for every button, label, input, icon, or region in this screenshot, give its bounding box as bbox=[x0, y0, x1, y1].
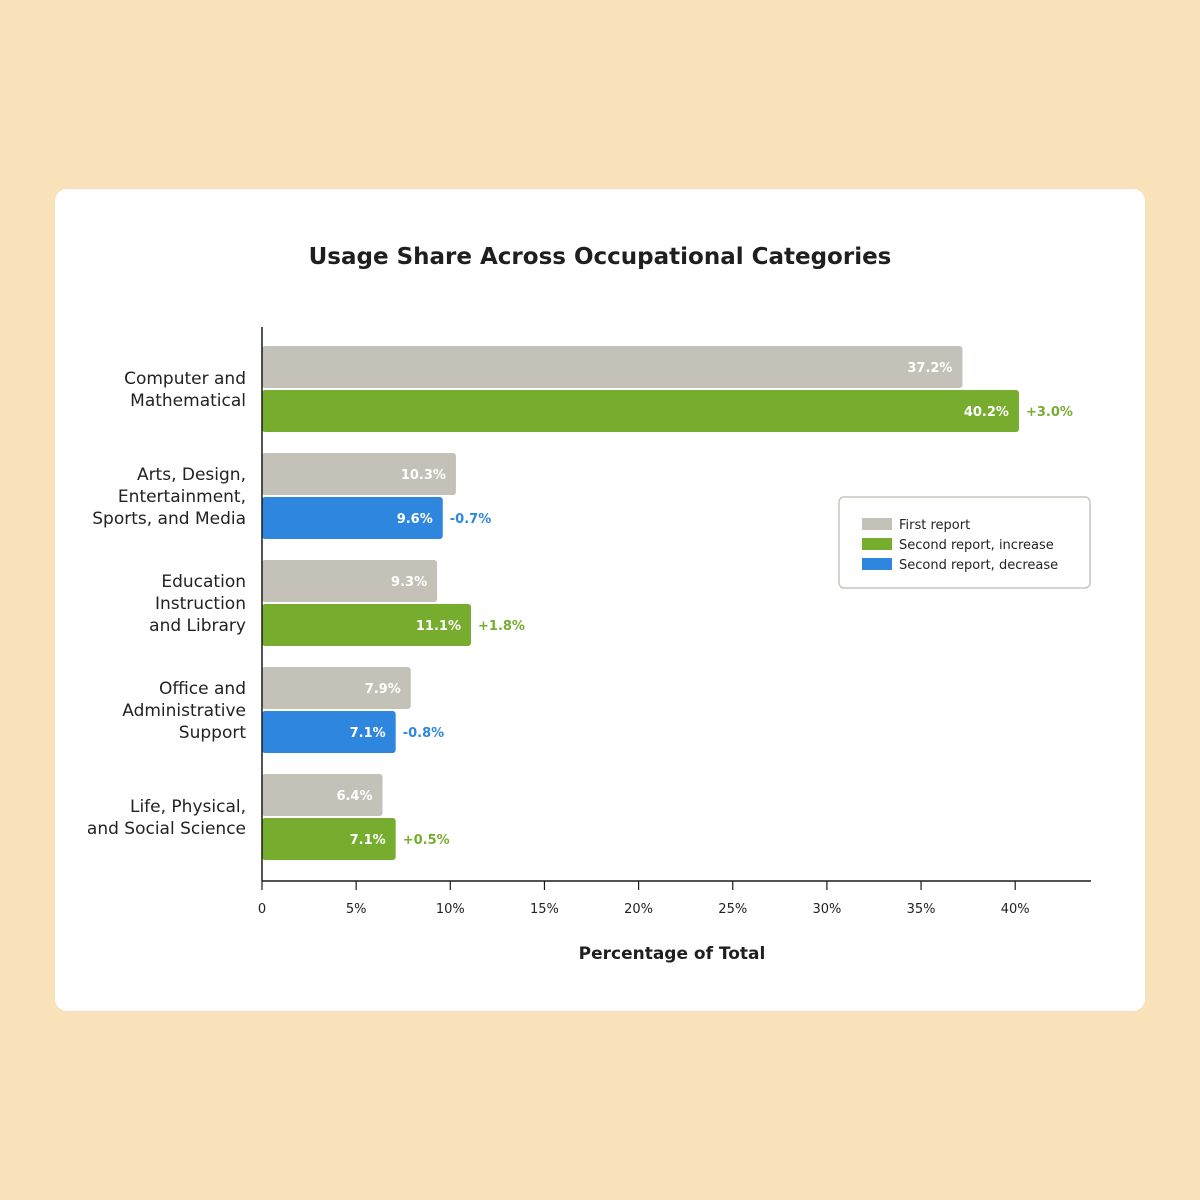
x-tick-label: 0 bbox=[257, 902, 267, 917]
x-tick-label: 40% bbox=[1000, 902, 1030, 917]
category-label: Life, Physical, and Social Science bbox=[86, 797, 246, 839]
x-tick-label: 25% bbox=[718, 902, 748, 917]
data-label-first-report: 37.2% bbox=[907, 361, 953, 376]
data-label-first-report: 9.3% bbox=[391, 575, 428, 590]
x-tick-label: 15% bbox=[529, 902, 559, 917]
data-label-first-report: 10.3% bbox=[400, 468, 446, 483]
category-label: Computer and Mathematical bbox=[124, 369, 246, 411]
legend-swatch bbox=[862, 518, 892, 530]
change-label: +1.8% bbox=[478, 619, 525, 634]
x-tick-label: 35% bbox=[906, 902, 936, 917]
change-label: +3.0% bbox=[1025, 405, 1073, 420]
legend bbox=[839, 497, 1090, 588]
category-label: Education Instruction and Library bbox=[149, 572, 246, 636]
x-tick-label: 10% bbox=[435, 902, 465, 917]
data-label-second-report: 7.1% bbox=[349, 833, 386, 848]
bar-second-report-increase bbox=[262, 390, 1019, 432]
category-label: Arts, Design, Entertainment, Sports, and Media bbox=[92, 465, 246, 529]
legend-swatch bbox=[862, 558, 892, 570]
change-label: -0.8% bbox=[402, 726, 445, 741]
x-tick-label: 30% bbox=[812, 902, 842, 917]
legend-swatch bbox=[862, 538, 892, 550]
change-label: -0.7% bbox=[449, 512, 492, 527]
category-label: Office and Administrative Support bbox=[122, 679, 246, 743]
change-label: +0.5% bbox=[402, 833, 450, 848]
legend-entry: First report bbox=[899, 518, 971, 533]
data-label-second-report: 40.2% bbox=[963, 405, 1009, 420]
data-label-first-report: 7.9% bbox=[364, 682, 401, 697]
data-label-second-report: 7.1% bbox=[349, 726, 386, 741]
data-label-second-report: 11.1% bbox=[415, 619, 462, 634]
x-tick-label: 20% bbox=[624, 902, 654, 917]
data-label-first-report: 6.4% bbox=[336, 789, 373, 804]
legend-entry: Second report, decrease bbox=[899, 558, 1059, 573]
legend-entry: Second report, increase bbox=[899, 538, 1054, 553]
x-tick-label: 5% bbox=[345, 902, 367, 917]
x-axis-title: Percentage of Total bbox=[578, 944, 766, 964]
bar-first-report bbox=[262, 346, 962, 388]
data-label-second-report: 9.6% bbox=[396, 512, 433, 527]
chart-title: Usage Share Across Occupational Categories bbox=[308, 244, 892, 270]
